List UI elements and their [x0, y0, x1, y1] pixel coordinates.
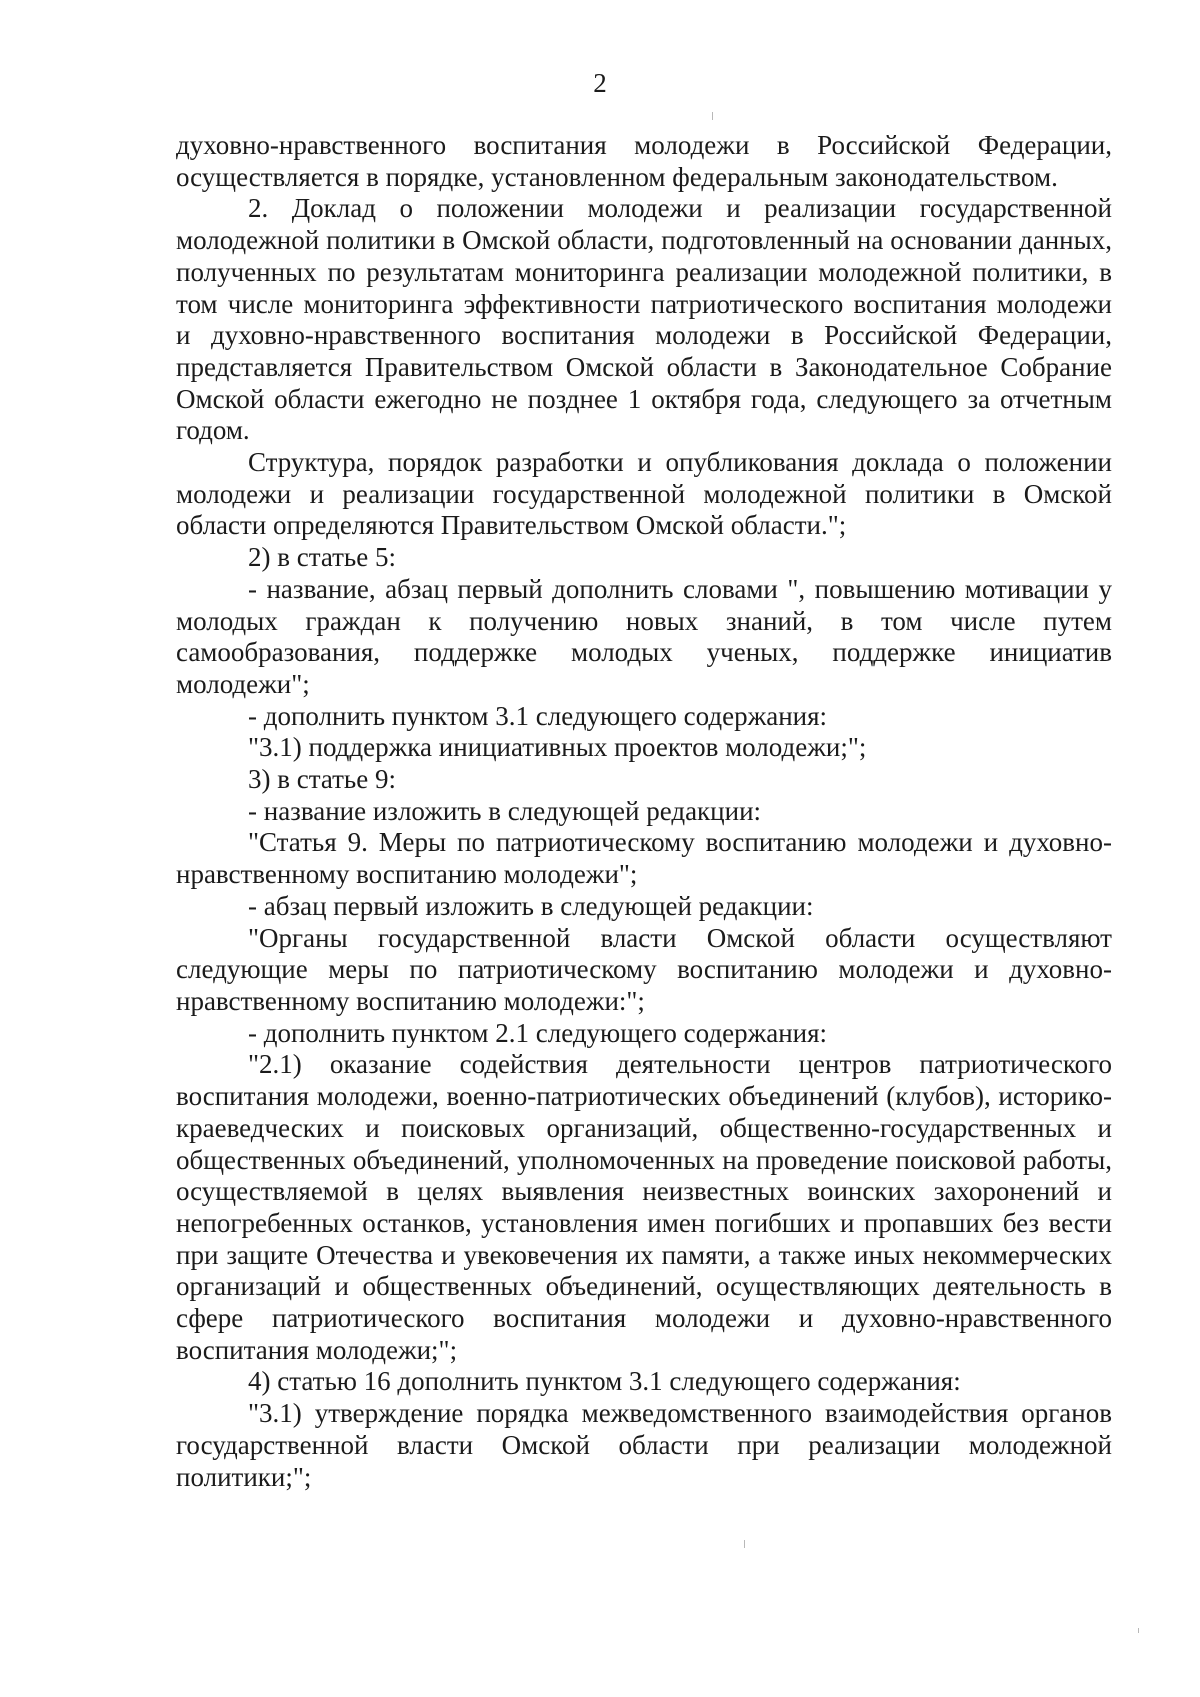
- paragraph-continuation: духовно-нравственного воспитания молодежи в Российской Федерации, осуществляется в порядке, установленном федеральным законодательством.: [176, 130, 1112, 192]
- paragraph-article-9-title-instruction: - название изложить в следующей редакции:: [248, 795, 762, 826]
- document-body: [176, 130, 1112, 1493]
- paragraph-article-16-instruction: 4) статью 16 дополнить пунктом 3.1 следующего содержания:: [248, 1366, 961, 1397]
- paragraph-article-5-add-point: - дополнить пунктом 3.1 следующего содержания:: [248, 700, 828, 731]
- page-number: 2: [593, 68, 607, 98]
- paragraph-article-5-point-3-1: "3.1) поддержка инициативных проектов молодежи;";: [248, 732, 867, 763]
- paragraph-article-5-title-amendment: - название, абзац первый дополнить словами ", повышению мотивации у молодых граждан к получению новых знаний, в том числе путем самообразования, поддержке молодых ученых, поддержке инициатив молодежи";: [176, 573, 1112, 699]
- paragraph-article-9-add-point: - дополнить пунктом 2.1 следующего содержания:: [248, 1017, 828, 1048]
- paragraph-article-9-heading: 3) в статье 9:: [248, 764, 396, 795]
- paragraph-article-9-point-2-1: "2.1) оказание содействия деятельности центров патриотического воспитания молодежи, военно-патриотических объединений (клубов), историко-краеведческих и поисковых организаций, общественно-государственных и общественных объединений, уполномоченных на проведение поисковой работы, осуществляемой в целях выявления неизвестных воинских захоронений и непогребенных останков, установления имен погибших и пропавших без вести при защите Отечества и увековечения их памяти, а также иных некоммерческих организаций и общественных объединений, осуществляющих деятельность в сфере патриотического воспитания молодежи и духовно-нравственного воспитания молодежи;";: [176, 1049, 1112, 1365]
- paragraph-article-9-first-para-instruction: - абзац первый изложить в следующей редакции:: [248, 890, 814, 921]
- scan-speck: [712, 112, 713, 120]
- scan-speck: [744, 1540, 745, 1548]
- paragraph-item-2-report: 2. Доклад о положении молодежи и реализации государственной молодежной политики в Омской области, подготовленный на основании данных, полученных по результатам мониторинга реализации молодежной политики, в том числе мониторинга эффективности патриотического воспитания молодежи и духовно-нравственного воспитания молодежи в Российской Федерации, представляется Правительством Омской области в Законодательное Собрание Омской области ежегодно не позднее 1 октября года, следующего за отчетным годом.: [176, 193, 1112, 446]
- scan-speck: [1138, 1628, 1139, 1633]
- paragraph-article-5-heading: 2) в статье 5:: [248, 542, 396, 573]
- paragraph-article-9-new-title: "Статья 9. Меры по патриотическому воспитанию молодежи и духовно-нравственному воспитанию молодежи";: [176, 827, 1112, 890]
- paragraph-report-structure: Структура, порядок разработки и опубликования доклада о положении молодежи и реализации государственной молодежной политики в Омской области определяются Правительством Омской области.";: [176, 447, 1112, 541]
- paragraph-article-16-point-3-1: "3.1) утверждение порядка межведомственного взаимодействия органов государственной власти Омской области при реализации молодежной политики;";: [176, 1398, 1112, 1492]
- paragraph-article-9-first-para-text: "Органы государственной власти Омской области осуществляют следующие меры по патриотическому воспитанию молодежи и духовно-нравственному воспитанию молодежи:";: [176, 922, 1112, 1016]
